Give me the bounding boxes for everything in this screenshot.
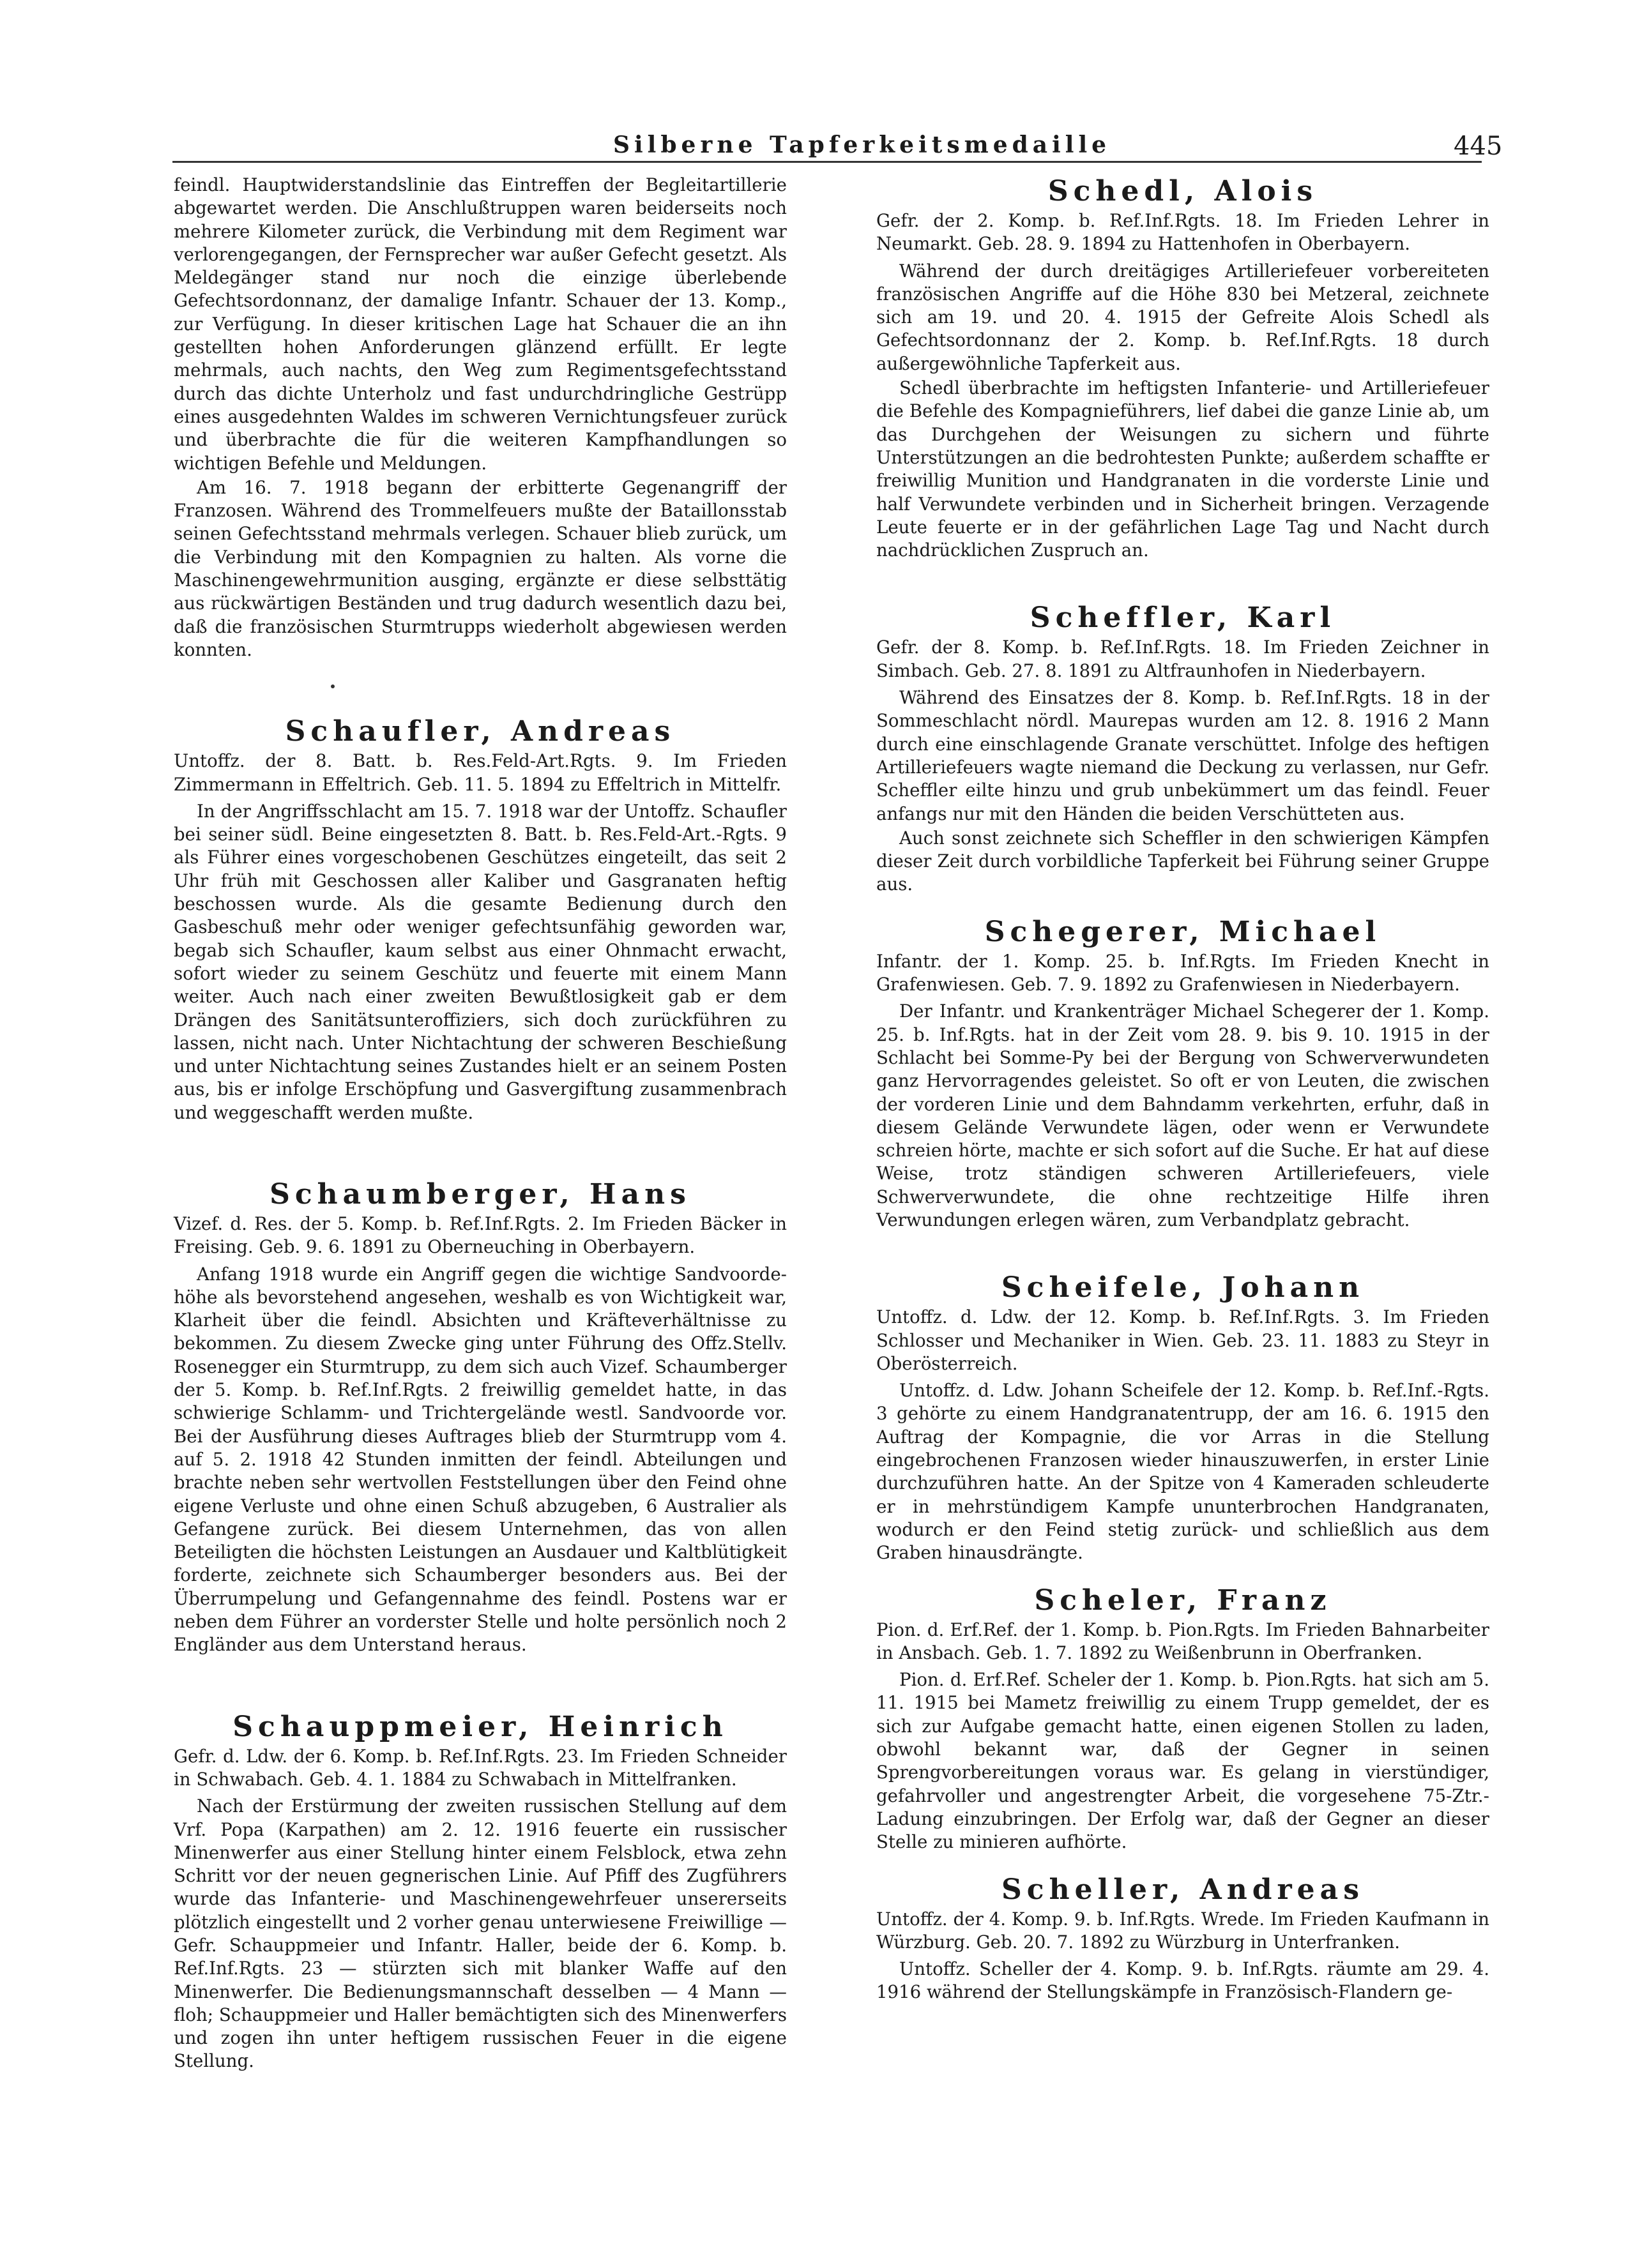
entry-meta: Untoffz. der 8. Batt. b. Res.Feld-Art.Rgts. 9. Im Frieden Zimmermann in Effeltrich. Geb. 11. 5. 1894 zu Effeltrich in Mittelfr.: [174, 750, 787, 795]
entry-body: Während des Einsatzes der 8. Komp. b. Ref.Inf.Rgts. 18 in der Sommeschlacht nördl. Maurepas wurden am 12. 8. 1916 2 Mann durch eine einschlagende Granate verschüttet. Infolge des heftigen Artilleriefeuers wagte niemand die Deckung zu verlassen, nur Gefr. Scheffler eilte hinzu und grub unbekümmert um das feindl. Feuer anfangs nur mit den Händen die beiden Verschütteten aus.: [876, 687, 1489, 824]
right-column: [876, 174, 1489, 2006]
stray-mark: [331, 684, 335, 688]
entry-body: Untoffz. d. Ldw. Johann Scheifele der 12. Komp. b. Ref.Inf.-Rgts. 3 gehörte zu einem Handgranatentrupp, der am 16. 6. 1915 den Auftrag der Kompagnie, die vor Arras in die Stellung eingebrochenen Franzosen wieder hinauszuwerfen, in erster Linie durchzuführen hatte. An der Spitze von 4 Kameraden schleuderte er in mehrstündigem Kampfe ununterbrochen Handgranaten, wodurch er den Feind stetig zurück- und schließlich aus dem Graben hinausdrängte.: [876, 1380, 1489, 1564]
entry-heading: Schegerer, Michael: [984, 915, 1381, 948]
entry-meta: Vizef. d. Res. der 5. Komp. b. Ref.Inf.Rgts. 2. Im Frieden Bäcker in Freising. Geb. 9. 6. 1891 zu Oberneuching in Oberbayern.: [174, 1213, 787, 1258]
entry-body: Auch sonst zeichnete sich Scheffler in den schwierigen Kämpfen dieser Zeit durch vorbildliche Tapferkeit bei Führung seiner Gruppe aus.: [876, 827, 1489, 895]
entry-body: Pion. d. Erf.Ref. Scheler der 1. Komp. b. Pion.Rgts. hat sich am 5. 11. 1915 bei Mametz freiwillig zu einem Trupp gemeldet, der es sich zur Aufgabe gemacht hatte, einen eigenen Stollen zu laden, obwohl bekannt war, daß der Gegner in seinen Sprengvorbereitungen voraus war. Es gelang in vierstündiger, gefahrvoller und angestrengter Arbeit, die vorgesehene 75-Ztr.-Ladung einzubringen. Der Erfolg war, daß der Gegner an dieser Stelle zu minieren aufhörte.: [876, 1669, 1489, 1853]
paragraph: feindl. Hauptwiderstandslinie das Eintreffen der Begleitartillerie abgewartet werden. Die Anschlußtruppen waren beiderseits noch mehrere Kilometer zurück, die Verbindung mit dem Regiment war verlorengegangen, der Fernsprecher war außer Gefecht gesetzt. Als Meldegänger stand nur noch die einzige überlebende Gefechtsordonnanz, der damalige Infantr. Schauer der 13. Komp., zur Verfügung. In dieser kritischen Lage hat Schauer die an ihn gestellten hohen Anforderungen glänzend erfüllt. Er legte mehrmals, auch nachts, den Weg zum Regimentsgefechtsstand durch das dichte Unterholz und fast undurchdringliche Gestrüpp eines ausgedehnten Waldes im schweren Vernichtungsfeuer zurück und überbrachte die für die weiteren Kampfhandlungen so wichtigen Befehle und Meldungen.: [174, 174, 787, 474]
entry-meta: Gefr. der 8. Komp. b. Ref.Inf.Rgts. 18. Im Frieden Zeichner in Simbach. Geb. 27. 8. 1891 zu Altfraunhofen in Niederbayern.: [876, 637, 1489, 681]
entry-heading: Schedl, Alois: [1047, 175, 1318, 208]
left-column: [174, 174, 787, 2075]
entry-body: Während der durch dreitägiges Artilleriefeuer vorbereiteten französischen Angriffe auf die Höhe 830 bei Metzeral, zeichnete sich am 19. und 20. 4. 1915 der Gefreite Alois Schedl als Gefechtsordonnanz der 2. Komp. b. Ref.Inf.Rgts. 18 durch außergewöhnliche Tapferkeit aus.: [876, 260, 1489, 374]
entry-meta: Gefr. der 2. Komp. b. Ref.Inf.Rgts. 18. Im Frieden Lehrer in Neumarkt. Geb. 28. 9. 1894 zu Hattenhofen in Oberbayern.: [876, 210, 1489, 255]
entry-meta: Pion. d. Erf.Ref. der 1. Komp. b. Pion.Rgts. Im Frieden Bahnarbeiter in Ansbach. Geb. 1. 7. 1892 zu Weißenbrunn in Oberfranken.: [876, 1619, 1489, 1663]
entry-body: Der Infantr. und Krankenträger Michael Schegerer der 1. Komp. 25. b. Inf.Rgts. hat in der Zeit vom 28. 9. bis 9. 10. 1915 in der Schlacht bei Somme-Py bei der Bergung von Schwerverwundeten ganz Hervorragendes geleistet. So oft er von Leuten, die zwischen der vorderen Linie und dem Bahndamm verkehrten, erfuhr, daß in diesem Gelände Verwundete lägen, oder wenn er Verwundete schreien hörte, machte er sich sofort auf die Suche. Er hat auf diese Weise, trotz ständigen schweren Artilleriefeuers, viele Schwerverwundete, die ohne rechtzeitige Hilfe ihren Verwundungen erlegen wären, zum Verbandplatz gebracht.: [876, 1001, 1489, 1230]
entry-heading: Scheifele, Johann: [1001, 1271, 1365, 1304]
entry-meta: Untoffz. der 4. Komp. 9. b. Inf.Rgts. Wrede. Im Frieden Kaufmann in Würzburg. Geb. 20. 7. 1892 zu Würzburg in Unterfranken.: [876, 1908, 1489, 1953]
entry-meta: Infantr. der 1. Komp. 25. b. Inf.Rgts. Im Frieden Knecht in Grafenwiesen. Geb. 7. 9. 1892 zu Grafenwiesen in Niederbayern.: [876, 950, 1489, 995]
entry-body: In der Angriffsschlacht am 15. 7. 1918 war der Untoffz. Schaufler bei seiner südl. Beine eingesetzten 8. Batt. b. Res.Feld-Art.-Rgts. 9 als Führer eines vorgeschobenen Geschützes eingeteilt, das seit 2 Uhr früh mit Geschossen aller Kaliber und Gasgranaten heftig beschossen wurde. Als die gesamte Bedienung durch den Gasbeschuß mehr oder weniger gefechtsunfähig geworden war, begab sich Schaufler, kaum selbst aus einer Ohnmacht erwacht, sofort wieder zu seinem Geschütz und feuerte mit einem Mann weiter. Auch nach einer zweiten Bewußtlosigkeit gab er dem Drängen des Sanitätsunteroffiziers, sich doch zurückführen zu lassen, nicht nach. Unter Nichtachtung der schweren Beschießung und unter Nichtachtung seines Zustandes hielt er an seinem Posten aus, bis er infolge Erschöpfung und Gasvergiftung zusammenbrach und weggeschafft werden mußte.: [174, 800, 787, 1123]
entry-body: Anfang 1918 wurde ein Angriff gegen die wichtige Sandvoorde-höhe als bevorstehend angesehen, weshalb es von Wichtigkeit war, Klarheit über die feindl. Absichten und Kräfteverhältnisse zu bekommen. Zu diesem Zwecke ging unter Führung des Offz.Stellv. Rosenegger ein Sturmtrupp, zu dem sich auch Vizef. Schaumberger der 5. Komp. b. Ref.Inf.Rgts. 2 freiwillig gemeldet hatte, in das schwierige Schlamm- und Trichtergelände westl. Sandvoorde vor. Bei der Ausführung dieses Auftrages blieb der Sturmtrupp vom 4. auf 5. 2. 1918 42 Stunden inmitten der feindl. Abteilungen und brachte neben sehr wertvollen Feststellungen über den Feind ohne eigene Verluste und ohne einen Schuß abzugeben, 6 Australier als Gefangene zurück. Bei diesem Unternehmen, das von allen Beteiligten die höchsten Leistungen an Ausdauer und Kaltblütigkeit forderte, zeichnete sich Schaumberger besonders aus. Bei der Überrumpelung und Gefangennahme des feindl. Postens war er neben dem Führer an vorderster Stelle und holte persönlich noch 2 Engländer aus dem Unterstand heraus.: [174, 1263, 787, 1656]
entry-heading: Schauppmeier, Heinrich: [232, 1710, 728, 1743]
header-rule: [172, 161, 1482, 163]
entry-heading: Scheler, Franz: [1034, 1584, 1332, 1617]
entry-heading: Scheffler, Karl: [1030, 601, 1336, 635]
entry-body: Nach der Erstürmung der zweiten russischen Stellung auf dem Vrf. Popa (Karpathen) am 2. 12. 1916 feuerte ein russischer Minenwerfer aus einer Stellung hinter einem Felsblock, etwa zehn Schritt vor der neuen gegnerischen Linie. Auf Pfiff des Zugführers wurde das Infanterie- und Maschinengewehrfeuer unsererseits plötzlich eingestellt und 2 vorher genau unterwiesene Freiwillige — Gefr. Schauppmeier und Infantr. Haller, beide der 6. Komp. b. Ref.Inf.Rgts. 23 — stürzten sich mit blanker Waffe auf den Minenwerfer. Die Bedienungsmannschaft desselben — 4 Mann — floh; Schauppmeier und Haller bemächtigten sich des Minenwerfers und zogen ihn unter heftigem russischen Feuer in die eigene Stellung.: [174, 1796, 787, 2072]
entry-meta: Untoffz. d. Ldw. der 12. Komp. b. Ref.Inf.Rgts. 3. Im Frieden Schlosser und Mechaniker in Wien. Geb. 23. 11. 1883 zu Steyr in Oberösterreich.: [876, 1306, 1489, 1374]
running-title: Silberne Tapferkeitsmedaille: [613, 132, 1111, 158]
entry-heading: Schaumberger, Hans: [270, 1177, 691, 1211]
entry-body: Schedl überbrachte im heftigsten Infanterie- und Artilleriefeuer die Befehle des Kompagnieführers, lief dabei die ganze Linie ab, um das Durchgehen der Weisungen zu sichern und führte Unterstützungen an die bedrohtesten Punkte; außerdem schaffte er freiwillig Munition und Handgranaten in die vorderste Linie und half Verwundete verbinden und in Sicherheit bringen. Verzagende Leute feuerte er in der gefährlichen Lage Tag und Nacht durch nachdrücklichen Zuspruch an.: [876, 377, 1489, 561]
entry-meta: Gefr. d. Ldw. der 6. Komp. b. Ref.Inf.Rgts. 23. Im Frieden Schneider in Schwabach. Geb. 4. 1. 1884 zu Schwabach in Mittelfranken.: [174, 1745, 787, 1790]
entry-heading: Schaufler, Andreas: [285, 715, 676, 748]
page-number: 445: [1454, 132, 1503, 161]
entry-body: Untoffz. Scheller der 4. Komp. 9. b. Inf.Rgts. räumte am 29. 4. 1916 während der Stellungskämpfe in Französisch-Flandern ge-: [876, 1958, 1489, 2003]
entry-heading: Scheller, Andreas: [1001, 1873, 1364, 1906]
paragraph: Am 16. 7. 1918 begann der erbitterte Gegenangriff der Franzosen. Während des Trommelfeuers mußte der Bataillonsstab seinen Gefechtsstand mehrmals verlegen. Schauer blieb zurück, um die Verbindung mit den Kompagnien zu halten. Als vorne die Maschinengewehrmunition ausging, ergänzte er diese selbsttätig aus rückwärtigen Beständen und trug dadurch wesentlich dazu bei, daß die französischen Sturmtrupps wiederholt abgewiesen werden konnten.: [174, 476, 787, 660]
